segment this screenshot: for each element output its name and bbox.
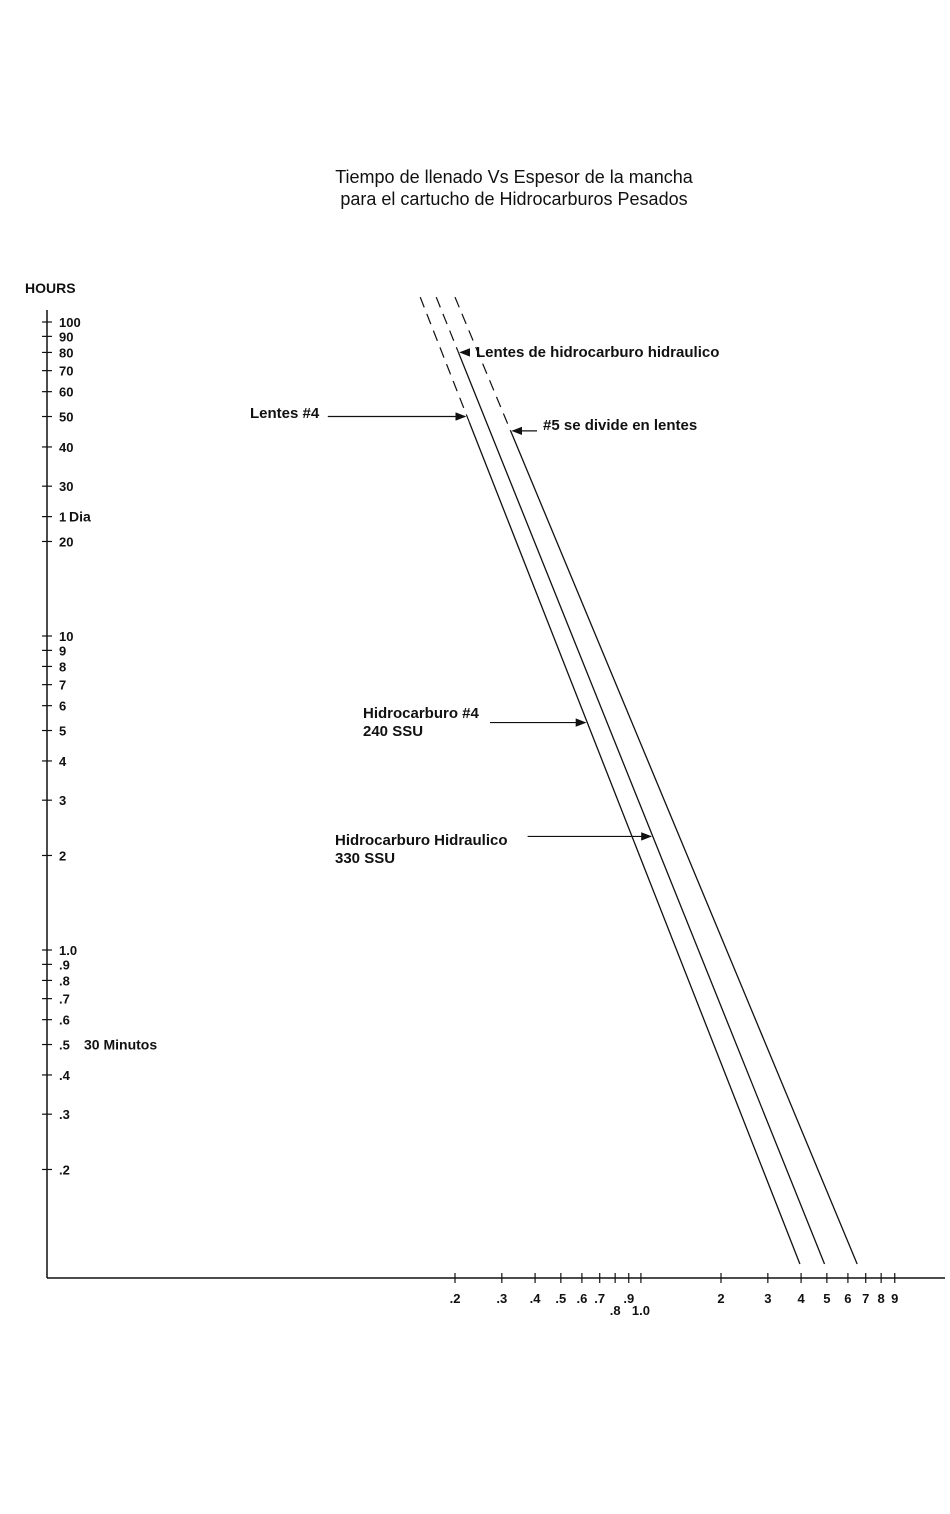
y-tick-label: 80 (59, 345, 74, 361)
annotation-text: Hidrocarburo #4 (363, 705, 479, 722)
y-tick-label: 8 (59, 659, 67, 675)
chart-title-line: para el cartucho de Hidrocarburos Pesados (340, 189, 688, 209)
y-tick-label: 50 (59, 409, 74, 425)
x-tick-label: 2 (717, 1291, 725, 1306)
y-tick-label: 4 (59, 753, 67, 769)
annotation-text: Lentes de hidrocarburo hidraulico (476, 344, 720, 361)
y-tick-label: 40 (59, 439, 74, 455)
y-tick-label: 10 (59, 629, 74, 644)
annotation-text: #5 se divide en lentes (543, 417, 698, 434)
series-lines (420, 297, 857, 1264)
x-tick-label: .2 (449, 1291, 461, 1306)
y-tick-label: .5 (59, 1037, 70, 1053)
x-tick-label: .8 (609, 1303, 621, 1318)
y-tick-label: .2 (59, 1162, 70, 1178)
y-axis-note: Dia (69, 508, 91, 525)
x-tick-label: 4 (797, 1291, 805, 1306)
annotation (460, 344, 719, 361)
y-tick-label: .8 (59, 973, 70, 989)
annotation-text: 330 SSU (335, 850, 396, 867)
x-tick-label: .9 (623, 1291, 635, 1306)
x-tick-label: .6 (576, 1291, 588, 1306)
y-tick-label: .4 (59, 1067, 70, 1083)
chart-title (335, 167, 694, 209)
annotation (335, 832, 651, 867)
x-tick-label: 9 (891, 1291, 899, 1306)
y-tick-label: 2 (59, 848, 67, 864)
series-line (458, 352, 824, 1264)
annotation-text: Lentes #4 (250, 405, 320, 422)
y-tick-label: 30 (59, 479, 74, 495)
annotation-text: Hidrocarburo Hidraulico (335, 832, 508, 849)
x-tick-label: 7 (862, 1291, 870, 1306)
x-tick-label: 5 (823, 1291, 831, 1306)
annotation (513, 417, 698, 434)
series-line (469, 422, 800, 1264)
y-tick-label: 90 (59, 329, 74, 345)
y-tick-label: .7 (59, 991, 70, 1007)
y-tick-label: 9 (59, 643, 67, 659)
y-tick-label: 100 (59, 315, 81, 330)
y-tick-label: .9 (59, 957, 70, 973)
x-tick-label: .5 (555, 1291, 567, 1306)
y-axis-label: HOURS (25, 280, 76, 296)
x-axis-ticks (450, 1273, 899, 1318)
x-tick-label: 3 (764, 1291, 772, 1306)
y-axis-note: 30 Minutos (84, 1036, 158, 1053)
x-tick-label: .4 (529, 1291, 541, 1306)
series-line (511, 431, 858, 1264)
x-tick-label: .3 (496, 1291, 508, 1306)
y-tick-label: 1.0 (59, 943, 78, 958)
chart-title-line: Tiempo de llenado Vs Espesor de la mancha (335, 167, 693, 187)
annotation (363, 705, 585, 740)
y-tick-label: 5 (59, 723, 67, 739)
y-tick-label: .6 (59, 1012, 70, 1028)
x-tick-label: 6 (844, 1291, 852, 1306)
y-tick-label: 6 (59, 698, 67, 714)
annotations (250, 344, 719, 867)
y-tick-label: 70 (59, 363, 74, 379)
axes (25, 280, 945, 1278)
annotation (250, 405, 465, 422)
x-tick-label: .7 (594, 1291, 606, 1306)
y-tick-label: 3 (59, 793, 67, 809)
y-tick-label: 60 (59, 384, 74, 400)
series-line-dashed (436, 297, 458, 352)
y-axis-ticks (42, 315, 157, 1177)
x-tick-label: 8 (877, 1291, 885, 1306)
y-tick-label: 1 (59, 509, 67, 525)
y-tick-label: 7 (59, 677, 67, 693)
annotation-text: 240 SSU (363, 723, 424, 740)
y-tick-label: 20 (59, 534, 74, 550)
x-tick-label: 1.0 (631, 1303, 650, 1318)
y-tick-label: .3 (59, 1107, 70, 1123)
